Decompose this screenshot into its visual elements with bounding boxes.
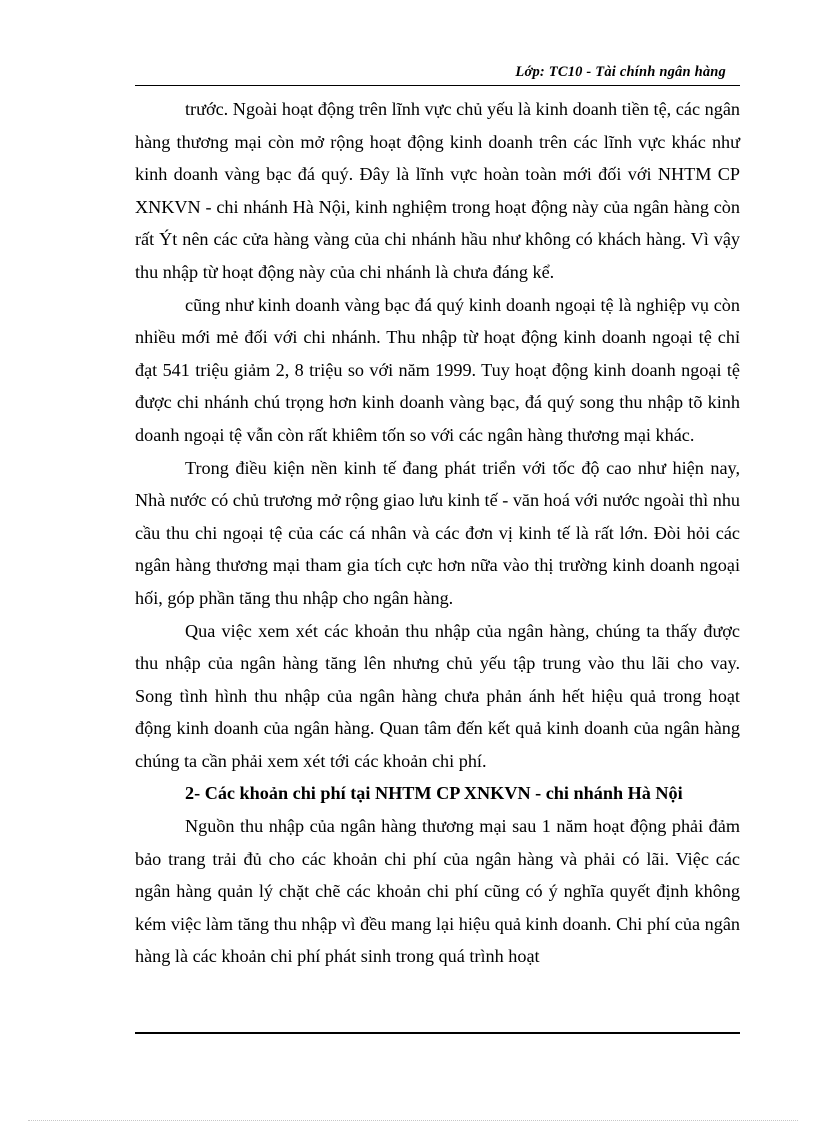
page-edge-divider	[28, 1120, 798, 1121]
paragraph-2: cũng như kinh doanh vàng bạc đá quý kinh doanh ngoại tệ là nghiệp vụ còn nhiều mới mẻ đối với chi nhánh. Thu nhập từ hoạt động kinh doanh ngoại tệ chỉ đạt 541 triệu giảm 2, 8 triệu so với năm 1999. Tuy hoạt động kinh doanh ngoại tệ được chi nhánh chú trọng hơn kinh doanh vàng bạc, đá quý song thu nhập tõ kinh doanh ngoại tệ vẫn còn rất khiêm tốn so với các ngân hàng thương mại khác.	[135, 294, 740, 445]
paragraph-5: Nguồn thu nhập của ngân hàng thương mại sau 1 năm hoạt động phải đảm bảo trang trải đủ cho các khoản chi phí của ngân hàng và phải có lãi. Việc các ngân hàng quản lý chặt chẽ các khoản chi phí cũng có ý nghĩa quyết định không kém việc làm tăng thu nhập vì đều mang lại hiệu quả kinh doanh. Chi phí của ngân hàng là các khoản chi phí phát sinh trong quá trình hoạt	[135, 816, 740, 967]
paragraph-4: Qua việc xem xét các khoản thu nhập của ngân hàng, chúng ta thấy được thu nhập của ngân hàng tăng lên nhưng chủ yếu tập trung vào thu lãi cho vay. Song tình hình thu nhập của ngân hàng chưa phản ánh hết hiệu quả trong hoạt động kinh doanh của ngân hàng. Quan tâm đến kết quả kinh doanh của ngân hàng chúng ta cần phải xem xét tới các khoản chi phí.	[135, 620, 740, 771]
running-header: Lớp: TC10 - Tài chính ngân hàng	[515, 64, 726, 80]
footer-rule	[135, 1032, 740, 1034]
paragraph-1: trước. Ngoài hoạt động trên lĩnh vực chủ yếu là kinh doanh tiền tệ, các ngân hàng thương mại còn mở rộng hoạt động kinh doanh trên các lĩnh vực khác như kinh doanh vàng bạc đá quý. Đây là lĩnh vực hoàn toàn mới đối với NHTM CP XNKVN - chi nhánh Hà Nội, kinh nghiệm trong hoạt động này của ngân hàng còn rất Ýt nên các cửa hàng vàng của chi nhánh hầu như không có khách hàng. Vì vậy thu nhập từ hoạt động này của chi nhánh là chưa đáng kể.	[135, 99, 740, 282]
header-rule	[135, 85, 740, 86]
body-text	[135, 93, 740, 973]
section-heading: 2- Các khoản chi phí tại NHTM CP XNKVN - chi nhánh Hà Nội	[185, 783, 683, 804]
paragraph-3: Trong điều kiện nền kinh tế đang phát triển với tốc độ cao như hiện nay, Nhà nước có chủ trương mở rộng giao lưu kinh tế - văn hoá với nước ngoài thì nhu cầu thu chi ngoại tệ của các cá nhân và các đơn vị kinh tế là rất lớn. Đòi hỏi các ngân hàng thương mại tham gia tích cực hơn nữa vào thị trường kinh doanh ngoại hối, góp phần tăng thu nhập cho ngân hàng.	[135, 457, 740, 608]
